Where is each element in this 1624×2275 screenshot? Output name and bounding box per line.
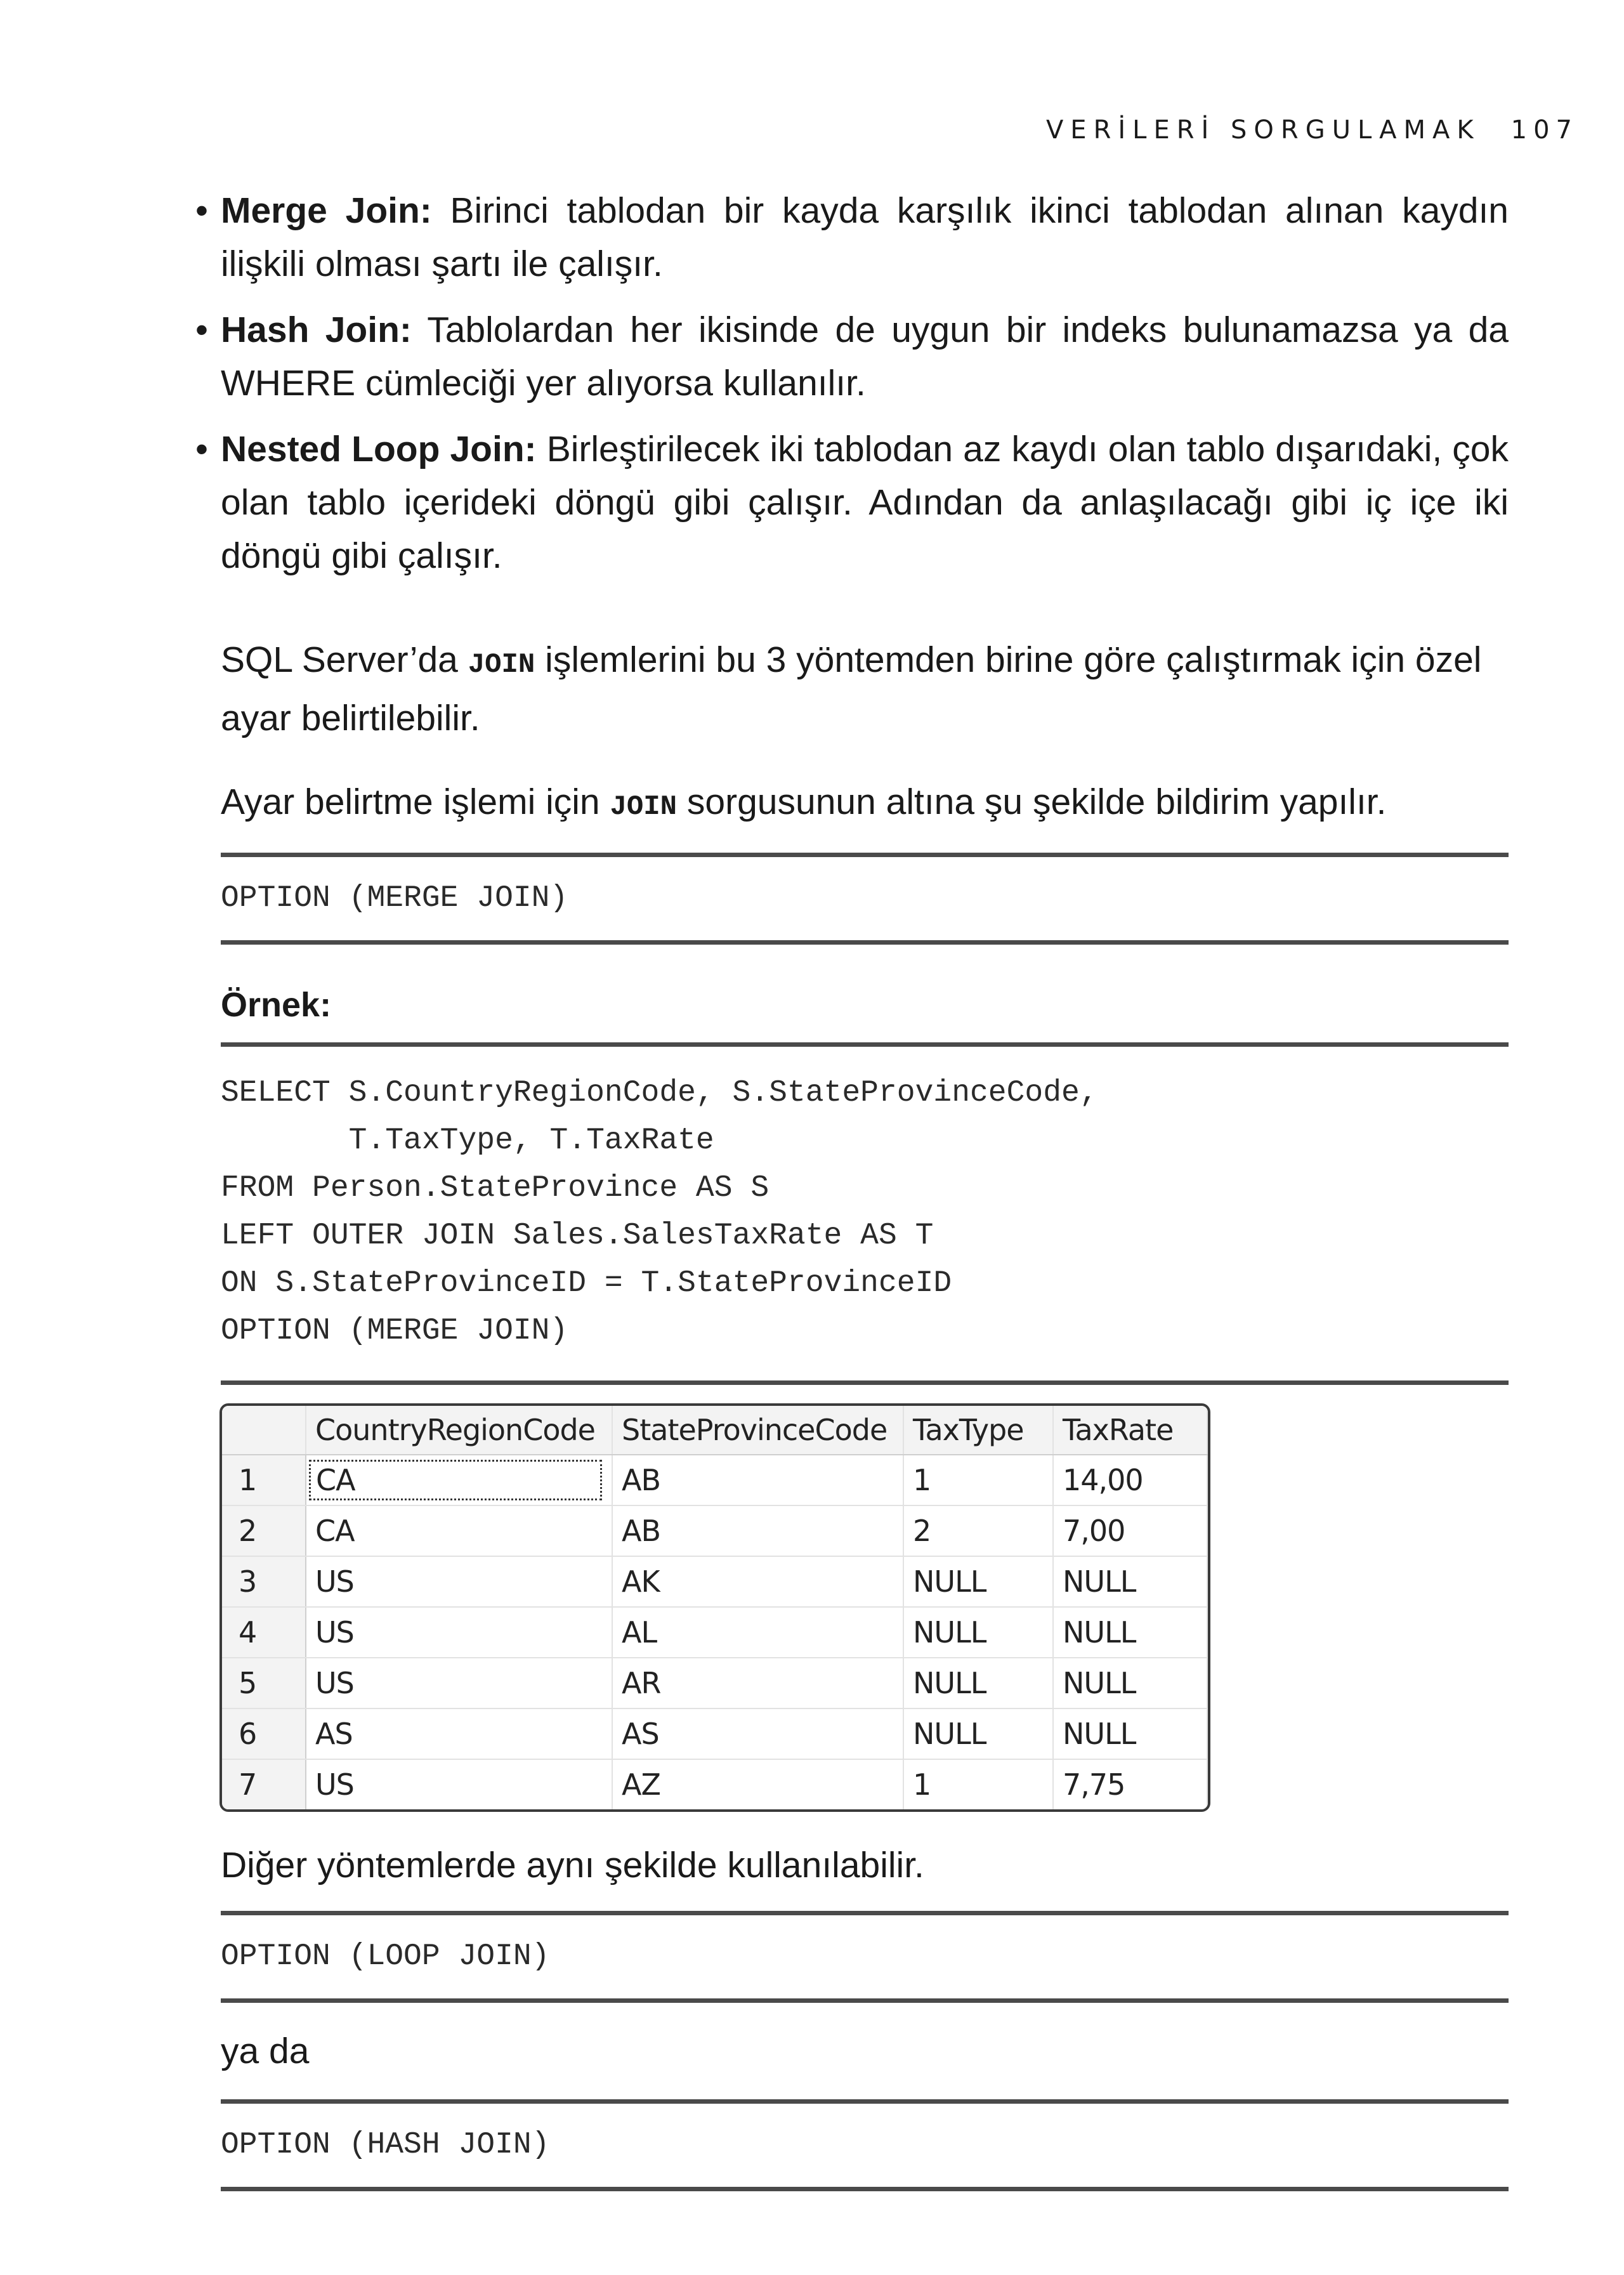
table-cell[interactable]: 14,00 [1053,1455,1207,1505]
inline-code: JOIN [468,649,535,681]
table-cell[interactable]: AB [612,1455,903,1505]
row-number: 1 [222,1455,306,1505]
divider [221,940,1509,945]
column-header[interactable]: CountryRegionCode [306,1406,612,1455]
code-line: FROM Person.StateProvince AS S [221,1171,769,1205]
bullet-term: Nested Loop Join: [221,429,537,469]
table-cell[interactable]: AL [612,1607,903,1658]
code-line: ON S.StateProvinceID = T.StateProvinceID [221,1266,952,1301]
page-body [195,184,1509,1385]
table-row[interactable] [222,1607,1207,1658]
code-line: T.TaxType, T.TaxRate [221,1124,714,1158]
table-cell[interactable]: CA [306,1505,612,1556]
code-line: SELECT S.CountryRegionCode, S.StateProvinceCode, [221,1076,1098,1110]
column-header[interactable]: StateProvinceCode [612,1406,903,1455]
page-number: 107 [1510,115,1578,145]
header-row [222,1406,1207,1455]
table-row[interactable] [222,1708,1207,1759]
row-number: 2 [222,1505,306,1556]
table-cell[interactable]: NULL [1053,1658,1207,1708]
table-cell[interactable]: 1 [903,1759,1053,1810]
table-cell[interactable]: NULL [903,1556,1053,1607]
code-line: OPTION (MERGE JOIN) [221,1314,568,1348]
table-cell[interactable]: 2 [903,1505,1053,1556]
table-cell[interactable]: AS [306,1708,612,1759]
results-table [222,1406,1208,1811]
code-line: LEFT OUTER JOIN Sales.SalesTaxRate AS T [221,1219,934,1253]
table-cell[interactable]: US [306,1759,612,1810]
selected-cell[interactable]: CA [306,1455,612,1505]
bullet-text: Birinci tablodan bir kayda karşılık ikinci tablodan alınan kaydın ilişkili olması şartı ile çalışır. [221,190,1509,284]
table-cell[interactable]: 7,00 [1053,1505,1207,1556]
example-heading: Örnek: [221,986,332,1024]
paragraph: SQL Server’da JOIN işlemlerini bu 3 yöntemden birine göre çalıştırmak için özel ayar belirtilebilir. [221,639,1482,738]
table-row[interactable] [222,1505,1207,1556]
table-row[interactable] [222,1455,1207,1505]
bullet-term: Hash Join: [221,310,412,350]
code-block: OPTION (LOOP JOIN) [221,1939,550,1974]
table-cell[interactable]: NULL [903,1658,1053,1708]
divider [221,2187,1509,2191]
divider [221,1042,1509,1047]
paragraph: ya da [221,2031,310,2071]
table-cell[interactable]: 7,75 [1053,1759,1207,1810]
column-header[interactable]: TaxType [903,1406,1053,1455]
row-number: 7 [222,1759,306,1810]
table-cell[interactable]: AK [612,1556,903,1607]
list-item: • Merge Join: Birinci tablodan bir kayda karşılık ikinci tablodan alınan kaydın ilişkili olması şartı ile çalışır. [195,190,1509,284]
inline-code: JOIN [610,791,678,823]
results-grid[interactable] [219,1403,1210,1812]
code-block: OPTION (HASH JOIN) [221,2128,550,2162]
paragraph: Ayar belirtme işlemi için JOIN sorgusunun altına şu şekilde bildirim yapılır. [221,782,1387,823]
row-number: 4 [222,1607,306,1658]
table-cell[interactable]: AR [612,1658,903,1708]
table-row[interactable] [222,1658,1207,1708]
column-header[interactable]: TaxRate [1053,1406,1207,1455]
example-code-block [221,1070,1509,1355]
list-item: • Hash Join: Tablolardan her ikisinde de uygun bir indeks bulunamazsa ya da WHERE cümleciği yer alıyorsa kullanılır. [195,310,1509,403]
bullet-term: Merge Join: [221,190,432,231]
divider [221,1998,1509,2003]
table-cell[interactable]: US [306,1658,612,1708]
running-title: VERİLERİ SORGULAMAK [1045,115,1481,145]
table-cell[interactable]: AB [612,1505,903,1556]
table-row[interactable] [222,1759,1207,1810]
table-cell[interactable]: AS [612,1708,903,1759]
bullet-text: Birleştirilecek iki tablodan az kaydı olan tablo dışarıdaki, çok olan tablo içerideki döngü gibi çalışır. Adından da anlaşılacağı gibi iç içe iki döngü gibi çalışır. [221,429,1509,576]
row-number: 6 [222,1708,306,1759]
table-cell[interactable]: NULL [903,1607,1053,1658]
divider [221,2099,1509,2104]
code-block: OPTION (MERGE JOIN) [221,881,568,915]
table-cell[interactable]: NULL [1053,1708,1207,1759]
divider [221,853,1509,857]
table-cell[interactable]: US [306,1607,612,1658]
list-item: • Nested Loop Join: Birleştirilecek iki tablodan az kaydı olan tablo dışarıdaki, çok olan tablo içerideki döngü gibi çalışır. Adından da anlaşılacağı gibi iç içe iki döngü gibi çalışır. [195,429,1509,576]
running-header [1046,115,1578,145]
table-cell[interactable]: NULL [1053,1607,1207,1658]
table-row[interactable] [222,1556,1207,1607]
join-types-list [195,184,1509,582]
bullet-text: Tablolardan her ikisinde de uygun bir indeks bulunamazsa ya da WHERE cümleciği yer alıyorsa kullanılır. [221,310,1509,403]
row-number: 5 [222,1658,306,1708]
divider [221,1911,1509,1915]
row-number-header [222,1406,306,1455]
table-cell[interactable]: NULL [903,1708,1053,1759]
paragraph: Diğer yöntemlerde aynı şekilde kullanılabilir. [221,1845,924,1885]
table-cell[interactable]: NULL [1053,1556,1207,1607]
table-cell[interactable]: US [306,1556,612,1607]
table-cell[interactable]: AZ [612,1759,903,1810]
row-number: 3 [222,1556,306,1607]
divider [221,1380,1509,1385]
table-cell[interactable]: 1 [903,1455,1053,1505]
page-body-bottom [221,1839,1509,2191]
